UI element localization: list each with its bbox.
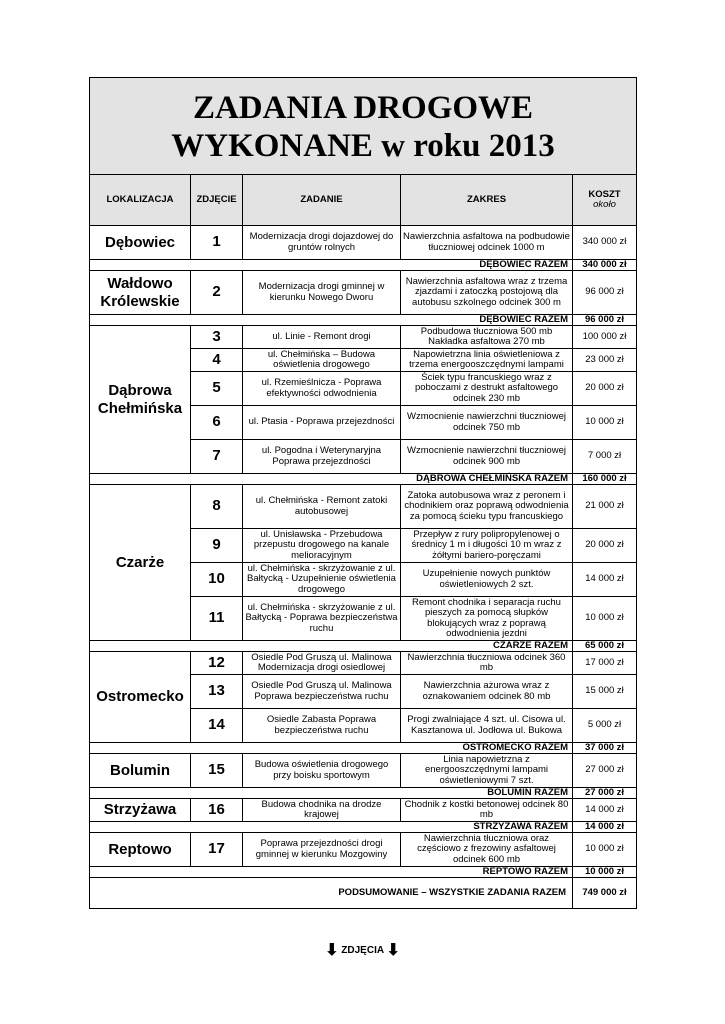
cost-cell: 20 000 zł [573, 372, 637, 406]
task-cell: Budowa oświetlenia drogowego przy boisku sportowym [243, 754, 401, 788]
total-label: PODSUMOWANIE – WSZYSTKIE ZADANIA RAZEM [90, 878, 573, 909]
cost-cell: 15 000 zł [573, 675, 637, 709]
scope-cell: Chodnik z kostki betonowej odcinek 80 mb [401, 799, 573, 822]
photo-number: 16 [191, 799, 243, 822]
photo-number: 5 [191, 372, 243, 406]
col-header-lokalizacja: LOKALIZACJA [90, 175, 191, 226]
koszt-label: KOSZT [588, 188, 621, 200]
scope-cell: Nawierzchnia ażurowa wraz z oznakowaniem odcinek 80 mb [401, 675, 573, 709]
cost-cell: 10 000 zł [573, 597, 637, 641]
scope-cell: Nawierzchnia tłuczniowa odcinek 360 mb [401, 652, 573, 675]
photo-number: 15 [191, 754, 243, 788]
summary-label: STRZYŻAWA RAZEM [90, 822, 573, 833]
cost-cell: 21 000 zł [573, 485, 637, 529]
photo-number: 13 [191, 675, 243, 709]
table-row [90, 833, 637, 867]
col-header-zakres: ZAKRES [401, 175, 573, 226]
photo-number: 10 [191, 563, 243, 597]
task-cell: Osiedle Pod Gruszą ul. Malinowa Poprawa bezpieczeństwa ruchu [243, 675, 401, 709]
cost-cell: 5 000 zł [573, 709, 637, 743]
photos-label: ZDJĘCIA [341, 945, 384, 956]
table-row [90, 652, 637, 675]
summary-value: 10 000 zł [573, 867, 637, 878]
table-row [90, 754, 637, 788]
photo-number: 8 [191, 485, 243, 529]
task-cell: ul. Chełmińska - skrzyżowanie z ul. Bałtycką - Uzupełnienie oświetlenia drogowego [243, 563, 401, 597]
photo-number: 1 [191, 226, 243, 260]
photo-number: 3 [191, 326, 243, 349]
summary-label: DĘBOWIEC RAZEM [90, 260, 573, 271]
scope-cell: Uzupełnienie nowych punktów oświetleniowych 2 szt. [401, 563, 573, 597]
roadworks-table [89, 77, 637, 909]
cost-cell: 23 000 zł [573, 349, 637, 372]
location-cell: Wałdowo Królewskie [90, 271, 191, 315]
table-row [90, 226, 637, 260]
summary-row [90, 743, 637, 754]
table-row [90, 271, 637, 315]
scope-cell: Przepływ z rury polipropylenowej o średnicy 1 m i długości 10 m wraz z żółtymi bariero-poręczami [401, 529, 573, 563]
koszt-sublabel: około [593, 199, 616, 210]
cost-cell: 10 000 zł [573, 406, 637, 440]
photo-number: 14 [191, 709, 243, 743]
total-value: 749 000 zł [573, 878, 637, 909]
task-cell: ul. Pogodna i Weterynaryjna Poprawa przejezdności [243, 440, 401, 474]
task-cell: Osiedle Pod Gruszą ul. Malinowa Modernizacja drogi osiedlowej [243, 652, 401, 675]
summary-row [90, 822, 637, 833]
summary-label: OSTROMECKO RAZEM [90, 743, 573, 754]
summary-row [90, 867, 637, 878]
photo-number: 17 [191, 833, 243, 867]
arrow-down-icon: ⬇ [386, 942, 400, 959]
scope-cell: Remont chodnika i separacja ruchu pieszych za pomocą słupków blokujących wraz z poprawą odwodnienia jezdni [401, 597, 573, 641]
summary-row [90, 315, 637, 326]
location-cell: Strzyżawa [90, 799, 191, 822]
scope-cell: Linia napowietrzna z energooszczędnymi lampami oświetleniowymi 7 szt. [401, 754, 573, 788]
table-row [90, 326, 637, 349]
summary-label: DĘBOWIEC RAZEM [90, 315, 573, 326]
photo-number: 12 [191, 652, 243, 675]
title-line-1: ZADANIA DROGOWE [192, 90, 534, 126]
task-cell: ul. Rzemieślnicza - Poprawa efektywności odwodnienia [243, 372, 401, 406]
table-row [90, 799, 637, 822]
scope-cell: Nawierzchnia tłuczniowa oraz częściowo z frezowiny asfaltowej odcinek 600 mb [401, 833, 573, 867]
summary-value: 37 000 zł [573, 743, 637, 754]
task-cell: ul. Linie - Remont drogi [243, 326, 401, 349]
summary-label: BOLUMIN RAZEM [90, 788, 573, 799]
scope-cell: Podbudowa tłuczniowa 500 mb Nakładka asfaltowa 270 mb [401, 326, 573, 349]
scope-cell: Nawierzchnia asfaltowa wraz z trzema zjazdami i zatoczką postojową dla autobusu szkolnego odcinek 300 m [401, 271, 573, 315]
photo-number: 2 [191, 271, 243, 315]
summary-row [90, 260, 637, 271]
location-cell: Dąbrowa Chełmińska [90, 326, 191, 474]
scope-cell: Napowietrzna linia oświetleniowa z trzema energooszczędnymi lampami [401, 349, 573, 372]
summary-value: 96 000 zł [573, 315, 637, 326]
task-cell: Osiedle Zabasta Poprawa bezpieczeństwa ruchu [243, 709, 401, 743]
photo-number: 4 [191, 349, 243, 372]
summary-label: CZARŻE RAZEM [90, 641, 573, 652]
task-cell: ul. Chełmińska - skrzyżowanie z ul. Bałtycką - Poprawa bezpieczeństwa ruchu [243, 597, 401, 641]
summary-value: 160 000 zł [573, 474, 637, 485]
col-header-koszt [573, 175, 637, 226]
summary-value: 340 000 zł [573, 260, 637, 271]
location-cell: Czarże [90, 485, 191, 641]
cost-cell: 340 000 zł [573, 226, 637, 260]
summary-value: 14 000 zł [573, 822, 637, 833]
summary-label: DĄBROWA CHEŁMIŃSKA RAZEM [90, 474, 573, 485]
summary-label: REPTOWO RAZEM [90, 867, 573, 878]
summary-value: 27 000 zł [573, 788, 637, 799]
task-cell: ul. Unisławska - Przebudowa przepustu drogowego na kanale melioracyjnym [243, 529, 401, 563]
photo-number: 6 [191, 406, 243, 440]
task-cell: ul. Chełmińska - Remont zatoki autobusowej [243, 485, 401, 529]
task-cell: Poprawa przejezdności drogi gminnej w kierunku Mozgowiny [243, 833, 401, 867]
cost-cell: 96 000 zł [573, 271, 637, 315]
summary-row [90, 641, 637, 652]
cost-cell: 100 000 zł [573, 326, 637, 349]
summary-row [90, 788, 637, 799]
cost-cell: 20 000 zł [573, 529, 637, 563]
summary-value: 65 000 zł [573, 641, 637, 652]
scope-cell: Ściek typu francuskiego wraz z poboczami z destrukt asfaltowego odcinek 230 mb [401, 372, 573, 406]
photo-number: 11 [191, 597, 243, 641]
location-cell: Bolumin [90, 754, 191, 788]
cost-cell: 17 000 zł [573, 652, 637, 675]
photo-number: 7 [191, 440, 243, 474]
title-line-2: WYKONANE w roku 2013 [171, 128, 555, 164]
cost-cell: 7 000 zł [573, 440, 637, 474]
location-cell: Dębowiec [90, 226, 191, 260]
cost-cell: 27 000 zł [573, 754, 637, 788]
scope-cell: Nawierzchnia asfaltowa na podbudowie tłuczniowej odcinek 1000 m [401, 226, 573, 260]
location-cell: Ostromecko [90, 652, 191, 743]
task-cell: ul. Ptasia - Poprawa przejezdności [243, 406, 401, 440]
scope-cell: Progi zwalniające 4 szt. ul. Cisowa ul. Kasztanowa ul. Jodłowa ul. Bukowa [401, 709, 573, 743]
arrow-down-icon: ⬇ [325, 942, 339, 959]
task-cell: Modernizacja drogi gminnej w kierunku Nowego Dworu [243, 271, 401, 315]
col-header-zdjecie: ZDJĘCIE [191, 175, 243, 226]
cost-cell: 10 000 zł [573, 833, 637, 867]
task-cell: Modernizacja drogi dojazdowej do gruntów rolnych [243, 226, 401, 260]
location-cell: Reptowo [90, 833, 191, 867]
cost-cell: 14 000 zł [573, 563, 637, 597]
table-row [90, 485, 637, 529]
task-cell: Budowa chodnika na drodze krajowej [243, 799, 401, 822]
photos-link[interactable] [0, 940, 725, 960]
task-cell: ul. Chełmińska – Budowa oświetlenia drogowego [243, 349, 401, 372]
scope-cell: Zatoka autobusowa wraz z peronem i chodnikiem oraz poprawą odwodnienia za pomocą ścieku typu francuskiego [401, 485, 573, 529]
col-header-zadanie: ZADANIE [243, 175, 401, 226]
scope-cell: Wzmocnienie nawierzchni tłuczniowej odcinek 750 mb [401, 406, 573, 440]
document-area [89, 77, 636, 909]
scope-cell: Wzmocnienie nawierzchni tłuczniowej odcinek 900 mb [401, 440, 573, 474]
cost-cell: 14 000 zł [573, 799, 637, 822]
summary-row [90, 474, 637, 485]
page-title [90, 78, 637, 175]
photo-number: 9 [191, 529, 243, 563]
total-row [90, 878, 637, 909]
